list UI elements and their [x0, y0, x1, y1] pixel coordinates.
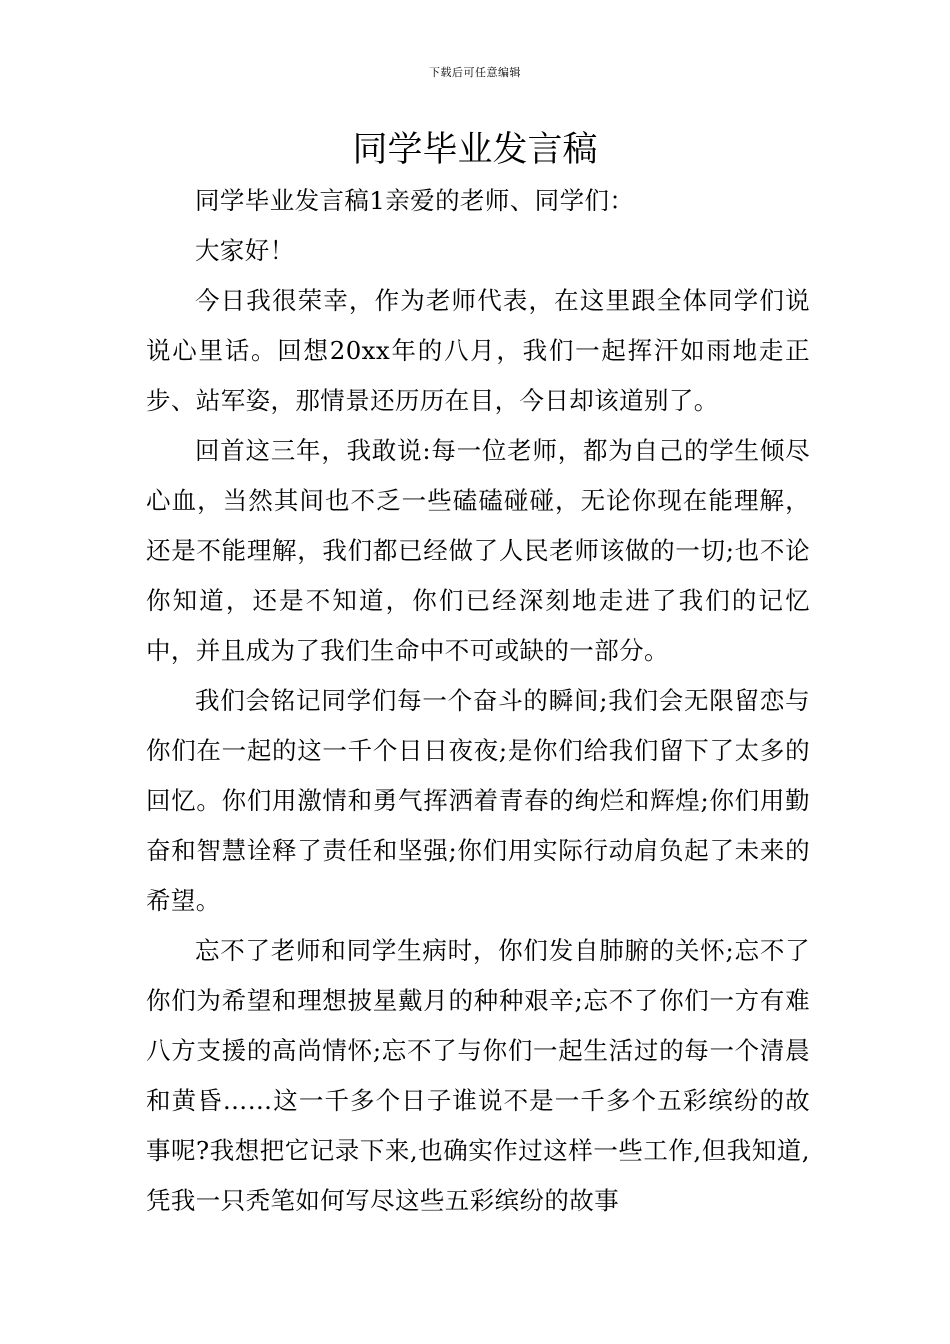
paragraph-unforgettable: 忘不了老师和同学生病时，你们发自肺腑的关怀;忘不了你们为希望和理想披星戴月的种种艰辛;忘不了你们一方有难八方支援的高尚情怀;忘不了与你们一起生活过的每一个清晨和黄昏……这一千多个日子谁说不是一千多个五彩缤纷的故事呢?我想把它记录下来,也确实作过这样一些工作,但我知道,凭我一只秃笔如何写尽这些五彩缤纷的故事: [146, 936, 810, 1215]
header-note: 下载后可任意编辑: [429, 66, 521, 79]
paragraph-remember: 我们会铭记同学们每一个奋斗的瞬间;我们会无限留恋与你们在一起的这一千个日日夜夜;是你们给我们留下了太多的回忆。你们用激情和勇气挥洒着青春的绚烂和辉煌;你们用勤奋和智慧诠释了责任和坚强;你们用实际行动肩负起了未来的希望。: [146, 686, 810, 915]
paragraph-honor: 今日我很荣幸，作为老师代表，在这里跟全体同学们说说心里话。回想20xx年的八月，我们一起挥汗如雨地走正步、站军姿，那情景还历历在目，今日却该道别了。: [146, 286, 810, 415]
document-title: 同学毕业发言稿: [352, 130, 598, 170]
paragraph-greeting-line: 同学毕业发言稿1亲爱的老师、同学们：: [195, 186, 635, 215]
paragraph-hello: 大家好！: [195, 236, 295, 265]
paragraph-look-back: 回首这三年，我敢说:每一位老师，都为自己的学生倾尽心血，当然其间也不乏一些磕磕碰碰，无论你现在能理解，还是不能理解，我们都已经做了人民老师该做的一切;也不论你知道，还是不知道，你们已经深刻地走进了我们的记忆中，并且成为了我们生命中不可或缺的一部分。: [146, 436, 810, 665]
document-body: [146, 176, 810, 1226]
